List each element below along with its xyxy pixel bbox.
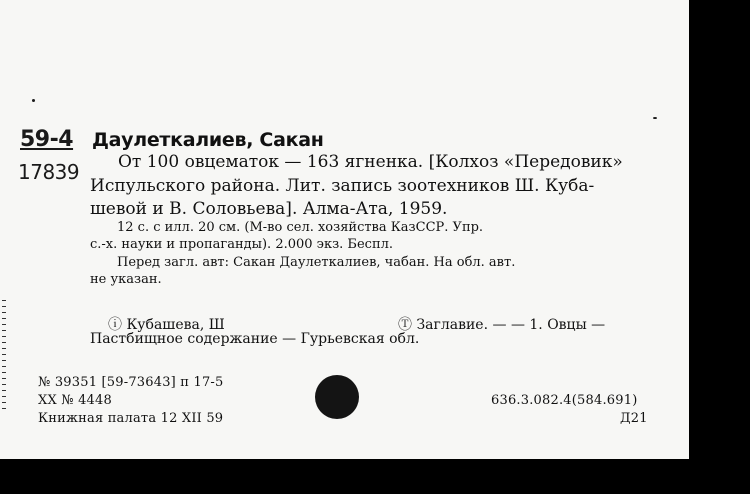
- handwritten-call-number-top: 59-4: [20, 127, 74, 152]
- tracing-subject-continued: Пастбищное содержание — Гурьевская обл.: [90, 331, 420, 347]
- title-line-3: шевой и В. Соловьева]. Алма-Ата, 1959.: [90, 199, 448, 219]
- ink-speck: [653, 117, 657, 119]
- ink-speck: [32, 99, 35, 102]
- author-heading: Даулеткалиев, Сакан: [92, 129, 324, 151]
- card-code: Д21: [620, 411, 648, 426]
- catalog-number: XX № 4448: [38, 393, 112, 408]
- note-line-1: Перед загл. авт: Сакан Даулеткалиев, чабан. На обл. авт.: [117, 255, 516, 270]
- handwritten-call-number-bottom: 17839: [18, 160, 80, 184]
- title-line-1: От 100 овцематок — 163 ягненка. [Колхоз «Передовик»: [118, 152, 623, 172]
- note-line-2: не указан.: [90, 272, 162, 287]
- card-punch-hole: [315, 375, 359, 419]
- card-edge-mark: [2, 300, 6, 410]
- physical-description-line-2: с.-х. науки и пропаганды). 2.000 экз. Беспл.: [90, 237, 394, 252]
- tracing-author: ⓘ Кубашева, Ш: [108, 317, 225, 333]
- publisher-stamp: Книжная палата 12 XII 59: [38, 411, 224, 426]
- physical-description-line-1: 12 с. с илл. 20 см. (М-во сел. хозяйства КазССР. Упр.: [117, 220, 484, 235]
- tracing-subject: Ⓣ Заглавие. — — 1. Овцы —: [398, 317, 606, 333]
- record-number: № 39351 [59-73643] п 17-5: [38, 375, 224, 390]
- title-line-2: Испульского района. Лит. запись зоотехников Ш. Куба-: [90, 176, 595, 196]
- classification-code: 636.3.082.4(584.691): [491, 393, 638, 408]
